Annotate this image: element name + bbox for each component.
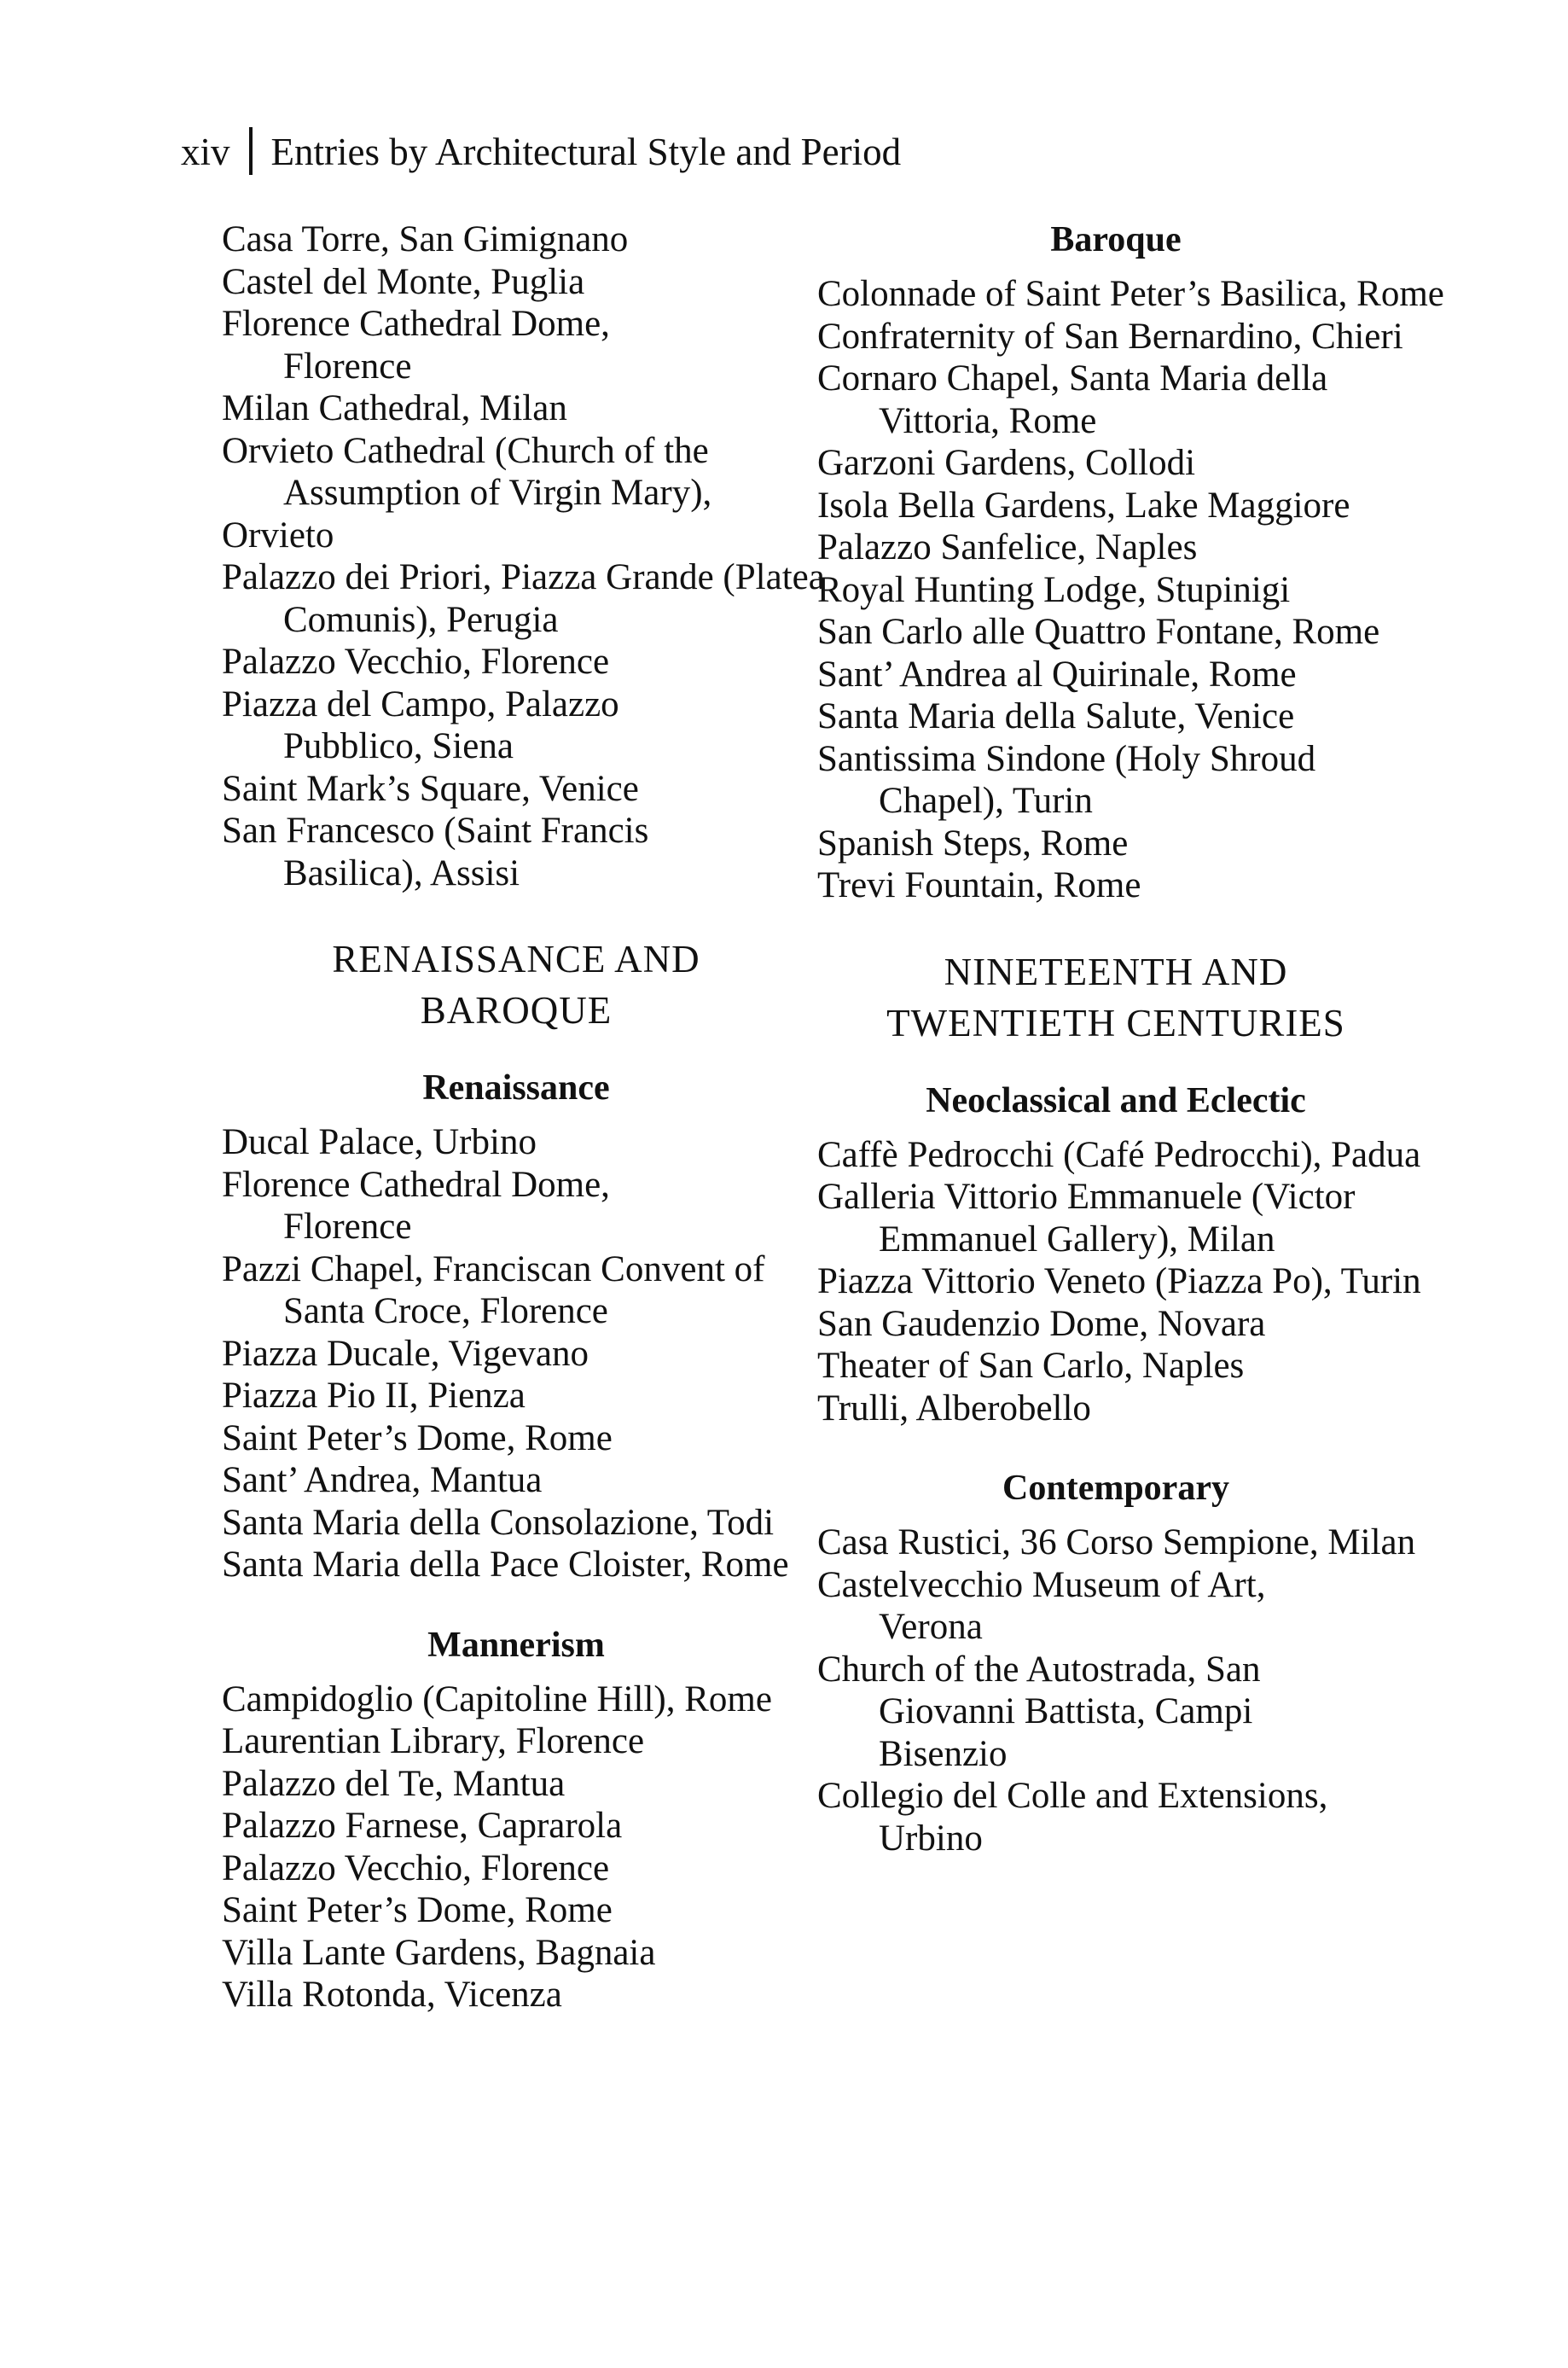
list-item: Saint Mark’s Square, Venice [222,768,639,809]
subheading-contemporary: Contemporary [1002,1469,1229,1508]
subheading-renaissance: Renaissance [422,1068,610,1108]
subheading-baroque: Baroque [1050,220,1182,259]
list-item: Isola Bella Gardens, Lake Maggiore [817,485,1350,526]
list-item: Casa Rustici, 36 Corso Sempione, Milan [817,1522,1416,1562]
list-item: Piazza del Campo, Palazzo Pubblico, Siena [222,684,619,766]
list-item: Ducal Palace, Urbino [222,1122,537,1162]
list-item: Cornaro Chapel, Santa Maria della Vittoria, Rome [817,358,1328,441]
list-item: Casa Torre, San Gimignano [222,219,629,259]
contemporary-entry-list [817,1521,1414,1859]
list-item: Piazza Vittorio Veneto (Piazza Po), Turin [817,1261,1421,1301]
list-item: Palazzo del Te, Mantua [222,1763,566,1804]
list-item: Saint Peter’s Dome, Rome [222,1890,613,1930]
running-title: Entries by Architectural Style and Period [270,131,902,173]
renaissance-entry-list [222,1121,810,1586]
list-item: San Francesco (Saint Francis Basilica), Assisi [222,811,649,893]
list-item: Villa Rotonda, Vicenza [222,1975,562,2015]
list-item: Palazzo dei Priori, Piazza Grande (Platea Comunis), Perugia [222,557,825,640]
list-item: Palazzo Farnese, Caprarola [222,1806,623,1846]
list-item: Church of the Autostrada, San Giovanni Battista, Campi Bisenzio [817,1649,1261,1774]
list-item: San Gaudenzio Dome, Novara [817,1303,1266,1344]
section-title-line: BAROQUE [420,989,613,1032]
baroque-entry-list [817,273,1444,907]
list-item: Santa Maria della Salute, Venice [817,696,1295,736]
list-item: Villa Lante Gardens, Bagnaia [222,1932,656,1973]
list-item: Caffè Pedrocchi (Café Pedrocchi), Padua [817,1134,1421,1175]
subheading-mannerism: Mannerism [427,1625,605,1665]
list-item: Royal Hunting Lodge, Stupinigi [817,569,1291,610]
list-item: Trevi Fountain, Rome [817,865,1141,905]
list-item: Castelvecchio Museum of Art, Verona [817,1564,1266,1647]
header-separator [249,127,253,175]
list-item: Florence Cathedral Dome, Florence [222,1164,610,1247]
list-item: Palazzo Vecchio, Florence [222,642,610,682]
medieval-entry-list [222,218,825,894]
section-title-line: NINETEENTH AND [944,950,1288,993]
list-item: Spanish Steps, Rome [817,823,1129,864]
section-title-renaissance-baroque [222,934,810,1036]
list-item: Santissima Sindone (Holy Shroud Chapel), Turin [817,738,1316,821]
right-column [817,218,1444,1859]
list-item: Laurentian Library, Florence [222,1721,645,1761]
list-item: Piazza Pio II, Pienza [222,1376,526,1416]
list-item: Campidoglio (Capitoline Hill), Rome [222,1679,772,1719]
list-item: Orvieto Cathedral (Church of the Assumption of Virgin Mary), [222,430,712,513]
list-item: Sant’ Andrea al Quirinale, Rome [817,654,1297,695]
running-header [181,126,901,177]
list-item: Castel del Monte, Puglia [222,261,585,302]
list-item: Santa Maria della Pace Cloister, Rome [222,1545,789,1585]
list-item: Pazzi Chapel, Franciscan Convent of Santa Croce, Florence [222,1248,765,1331]
list-item: Trulli, Alberobello [817,1388,1091,1428]
list-item: Collegio del Colle and Extensions, Urbino [817,1776,1328,1859]
list-item: Piazza Ducale, Vigevano [222,1333,589,1374]
neoclassical-entry-list [817,1134,1421,1430]
section-title-line: RENAISSANCE AND [332,938,700,980]
list-item: Palazzo Vecchio, Florence [222,1847,610,1888]
list-item: Colonnade of Saint Peter’s Basilica, Rome [817,274,1444,314]
section-title-line: TWENTIETH CENTURIES [886,1001,1345,1044]
list-item: Garzoni Gardens, Collodi [817,443,1196,483]
list-item: Sant’ Andrea, Mantua [222,1460,543,1500]
list-item: Florence Cathedral Dome, Florence [222,304,610,387]
subheading-neoclassical-eclectic: Neoclassical and Eclectic [926,1080,1306,1120]
list-item: Milan Cathedral, Milan [222,388,567,428]
list-item: Confraternity of San Bernardino, Chieri [817,316,1403,357]
section-title-nineteenth-twentieth [817,946,1414,1049]
list-item: Theater of San Carlo, Naples [817,1346,1245,1386]
list-item: Orvieto [222,515,334,556]
left-column [222,218,825,2016]
list-item: Saint Peter’s Dome, Rome [222,1417,613,1458]
page-number: xiv [181,131,230,173]
list-item: Santa Maria della Consolazione, Todi [222,1502,775,1543]
mannerism-entry-list [222,1679,810,2016]
list-item: Galleria Vittorio Emmanuele (Victor Emmanuel Gallery), Milan [817,1177,1356,1260]
list-item: San Carlo alle Quattro Fontane, Rome [817,612,1380,652]
list-item: Palazzo Sanfelice, Naples [817,527,1198,567]
